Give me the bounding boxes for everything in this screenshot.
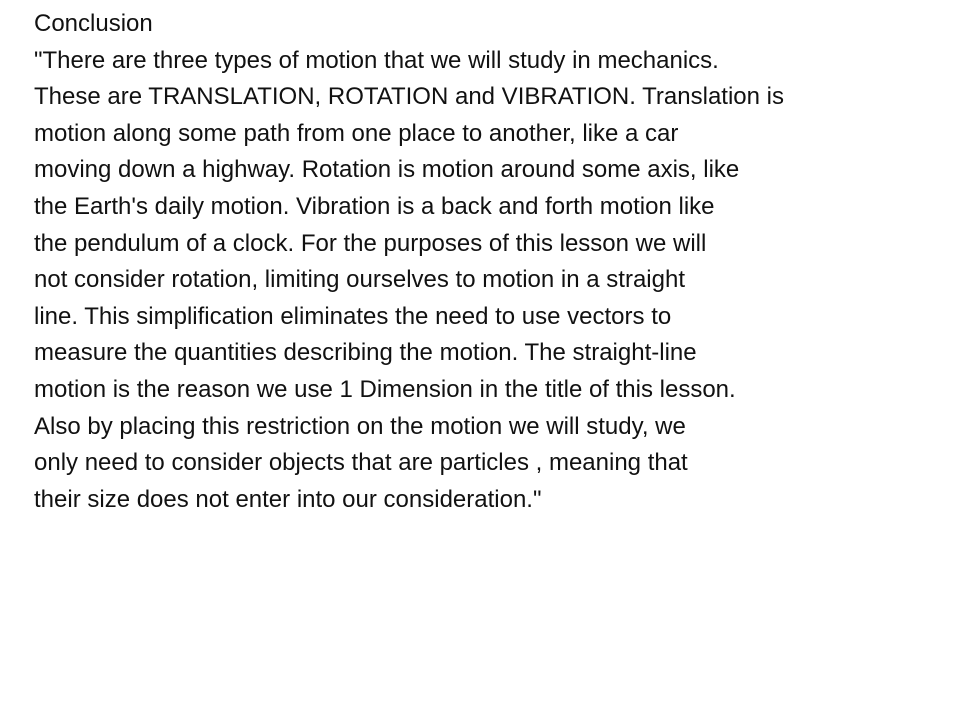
slide-text-block bbox=[34, 6, 934, 518]
quote-line: Also by placing this restriction on the motion we will study, we bbox=[34, 412, 686, 440]
quote-line: the pendulum of a clock. For the purposes of this lesson we will bbox=[34, 229, 707, 257]
quote-line: "There are three types of motion that we will study in mechanics. bbox=[34, 46, 719, 74]
quote-line: only need to consider objects that are particles , meaning that bbox=[34, 449, 688, 477]
quote-line: motion along some path from one place to another, like a car bbox=[34, 119, 679, 147]
slide-heading: Conclusion bbox=[34, 10, 153, 37]
quote-line: the Earth's daily motion. Vibration is a back and forth motion like bbox=[34, 192, 715, 220]
quote-line: moving down a highway. Rotation is motion around some axis, like bbox=[34, 156, 740, 184]
quote-line: their size does not enter into our consideration." bbox=[34, 485, 542, 513]
quote-line: line. This simplification eliminates the need to use vectors to bbox=[34, 302, 672, 330]
quote-line: measure the quantities describing the motion. The straight-line bbox=[34, 339, 697, 367]
quote-line: motion is the reason we use 1 Dimension in the title of this lesson. bbox=[34, 375, 736, 403]
quote-line: These are TRANSLATION, ROTATION and VIBRATION. Translation is bbox=[34, 83, 784, 111]
quote-line: not consider rotation, limiting ourselves to motion in a straight bbox=[34, 266, 685, 294]
